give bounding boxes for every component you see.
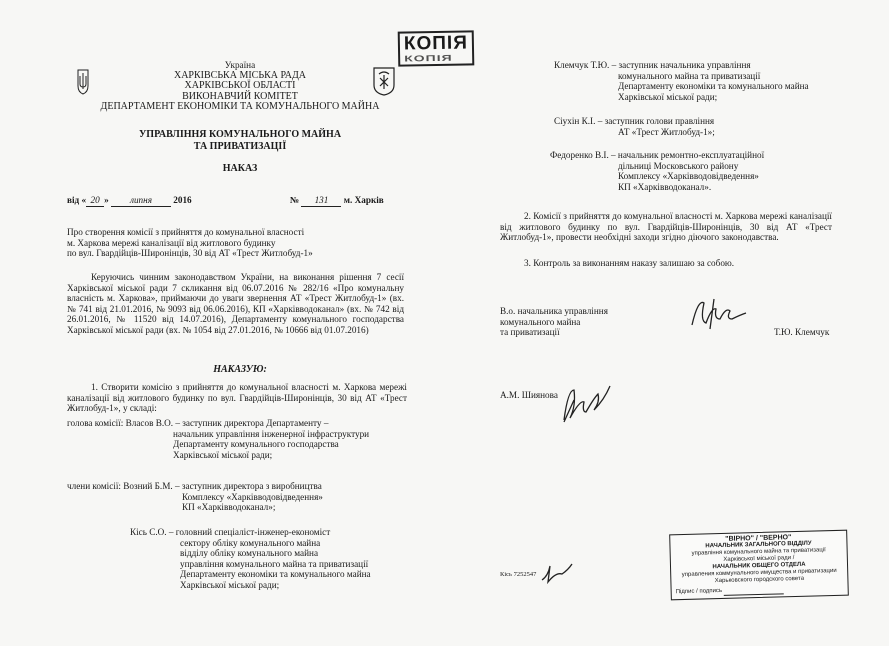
head-role-line: начальник управління інженерної інфраструктури bbox=[173, 428, 370, 439]
management-line-1: УПРАВЛІННЯ КОМУНАЛЬНОГО МАЙНА bbox=[138, 129, 342, 140]
commission-member-1 bbox=[67, 481, 407, 513]
document-header bbox=[75, 60, 405, 113]
item-3-text: 3. Контроль за виконанням наказу залишаю за собою. bbox=[524, 258, 735, 268]
verified-stamp-line: управління комунального майна та приватизації bbox=[691, 547, 826, 557]
footer-note bbox=[500, 571, 536, 578]
member-2-name: Кісь С.О. – головний спеціаліст-інженер-економіст bbox=[130, 527, 331, 537]
member-role-line: КП «Харківводоканал». bbox=[618, 181, 712, 192]
subject-line-1: Про створення комісії з прийняття до комунальної власності bbox=[67, 227, 305, 237]
date-prefix: від « bbox=[67, 195, 87, 205]
signer-title-line: В.о. начальника управління bbox=[500, 306, 608, 316]
member-role-line: Департаменту економіки та комунального майна bbox=[618, 81, 809, 92]
date-month: липня bbox=[111, 195, 171, 207]
verified-stamp-line: управления коммунального имущества и приватизации bbox=[681, 567, 837, 579]
copy-stamp bbox=[398, 30, 475, 66]
member-4-role bbox=[554, 127, 854, 138]
header-region: ХАРКІВСЬКОЇ ОБЛАСТІ bbox=[184, 80, 296, 92]
order-subject bbox=[67, 227, 367, 259]
head-name: Власов В.О. – заступник директора Департаменту – bbox=[125, 418, 329, 428]
head-role-line: Департаменту комунального господарства bbox=[173, 439, 339, 450]
member-role-line: Департаменту економіки та комунального майна bbox=[180, 569, 371, 580]
verified-stamp-line: Харківської міської ради / bbox=[723, 555, 795, 563]
member-role-line: дільниці Московського району bbox=[618, 160, 739, 171]
member-role-line: управління комунального майна та приватизації bbox=[180, 558, 369, 569]
number-prefix: № bbox=[289, 195, 300, 205]
commission-head bbox=[67, 418, 407, 460]
member-role-line: КП «Харківводоканал»; bbox=[182, 502, 276, 513]
commission-member-5 bbox=[550, 150, 860, 192]
header-country: Україна bbox=[224, 60, 256, 70]
approver-name: А.М. Шиянова bbox=[500, 390, 558, 400]
signature-klemchuk bbox=[686, 295, 756, 333]
member-role-line: сектору обліку комунального майна bbox=[180, 537, 321, 548]
executor-note: Кісь 7252547 bbox=[500, 571, 537, 578]
member-role-line: комунального майна та приватизації bbox=[618, 70, 761, 81]
verified-stamp-line: НАЧАЛЬНИК ЗАГАЛЬНОГО ВІДДІЛУ bbox=[705, 540, 812, 550]
head-label: голова комісії: bbox=[67, 418, 124, 428]
initials-mark bbox=[538, 562, 574, 584]
member-5-role bbox=[550, 161, 860, 193]
preamble-text: Керуючись чинним законодавством України, на виконання рішення 7 сесії Харківської міської ради 7 скликання від 06.07.2016 № 282/16 «Про комунальну власність м. Харкова», приймаючи до уваги звернення АТ «Трест Житлобуд-1» (вх. № 741 від 21.01.2016, № 9093 від 06.06.2016), КП «Харківводоканал» (вх. № 742 від 26.01.2016, № 11520 від 14.07.2016), Департаменту комунального господарства Харківської міської ради (вх. № 1054 від 27.01.2016, № 10666 від 01.07.2016) bbox=[67, 272, 404, 335]
header-council: ХАРКІВСЬКА МІСЬКА РАДА bbox=[173, 69, 307, 81]
order-number: 131 bbox=[301, 195, 341, 207]
doc-type-title: НАКАЗ bbox=[222, 163, 258, 174]
date-day: 20 bbox=[86, 195, 104, 207]
members-label: члени комісії: bbox=[67, 481, 121, 491]
management-title bbox=[75, 129, 405, 153]
date-year: 2016 bbox=[173, 195, 192, 205]
verified-stamp-title: "ВІРНО" / "ВЕРНО" bbox=[725, 534, 792, 543]
signature-shyianova bbox=[556, 380, 616, 426]
member-role-line: Харківської міської ради; bbox=[618, 91, 718, 102]
head-role bbox=[67, 429, 407, 461]
signer-title bbox=[500, 306, 670, 338]
copy-stamp-shadow: КОПІЯ bbox=[404, 52, 453, 64]
member-2-role bbox=[130, 538, 420, 591]
member-3-role bbox=[554, 71, 854, 103]
member-3-name: Клемчук Т.Ю. – заступник начальника управління bbox=[554, 60, 751, 70]
member-role-line: Комплексу «Харківводовідведення» bbox=[182, 491, 323, 502]
city: м. Харків bbox=[343, 195, 384, 205]
commission-member-4 bbox=[554, 116, 854, 137]
signer-title-line: та приватизації bbox=[500, 327, 560, 338]
item-2-text: 2. Комісії з прийняття до комунальної власності м. Харкова мережі каналізації від житлового будинку по вул. Гвардійців-Широнінців, 30 від АТ «Трест Житлобуд-1», провести необхідні заходи згідно діючого законодавства. bbox=[500, 211, 832, 243]
member-role-line: АТ «Трест Житлобуд-1»; bbox=[618, 126, 715, 137]
verified-stamp-line: НАЧАЛЬНИК ОБЩЕГО ОТДЕЛА bbox=[712, 561, 806, 571]
verified-stamp-sign-label: Підпис / подпись bbox=[675, 587, 723, 596]
member-5-name: Федоренко В.І. – начальник ремонтно-експлуатаційної bbox=[550, 150, 765, 160]
order-heading: НАКАЗУЮ: bbox=[213, 364, 267, 375]
member-role-line: Харківської міської ради; bbox=[180, 579, 280, 590]
commission-member-3 bbox=[554, 60, 854, 102]
management-line-2: ТА ПРИВАТИЗАЦІЇ bbox=[193, 141, 287, 152]
header-department: ДЕПАРТАМЕНТ ЕКОНОМІКИ ТА КОМУНАЛЬНОГО МАЙНА bbox=[100, 101, 380, 113]
member-role-line: відділу обліку комунального майна bbox=[180, 548, 319, 559]
date-line bbox=[67, 195, 407, 207]
member-4-name: Сіухін К.І. – заступник голови правління bbox=[554, 116, 715, 126]
commission-member-2 bbox=[130, 527, 420, 591]
subject-line-2: м. Харкова мережі каналізації від житлового будинку bbox=[67, 237, 276, 248]
verified-stamp-sign-line bbox=[724, 586, 784, 596]
header-committee: ВИКОНАВЧИЙ КОМІТЕТ bbox=[182, 90, 298, 102]
date-mid: » bbox=[104, 195, 109, 205]
head-role-line: Харківської міської ради; bbox=[173, 449, 273, 460]
signer-title-line: комунального майна bbox=[500, 316, 581, 327]
member-1-role bbox=[67, 492, 407, 513]
member-1-name: Возний Б.М. – заступник директора з виробництва bbox=[123, 481, 322, 491]
verified-stamp-sign-row bbox=[676, 585, 844, 597]
member-role-line: Комплексу «Харківводовідведення» bbox=[618, 171, 759, 182]
verified-stamp bbox=[669, 530, 849, 601]
verified-stamp-line: Харьковского городского совета bbox=[714, 575, 805, 585]
copy-stamp-text: КОПІЯ bbox=[403, 32, 469, 55]
subject-line-3: по вул. Гвардійців-Широнінців, 30 від АТ «Трест Житлобуд-1» bbox=[67, 248, 313, 259]
signer-name: Т.Ю. Клемчук bbox=[774, 327, 830, 337]
item-1-text: 1. Створити комісію з прийняття до комунальної власності м. Харкова мережі каналізації від житлового будинку по вул. Гвардійців-Широнінців, 30 від АТ «Трест Житлобуд-1», у складі: bbox=[67, 382, 407, 414]
